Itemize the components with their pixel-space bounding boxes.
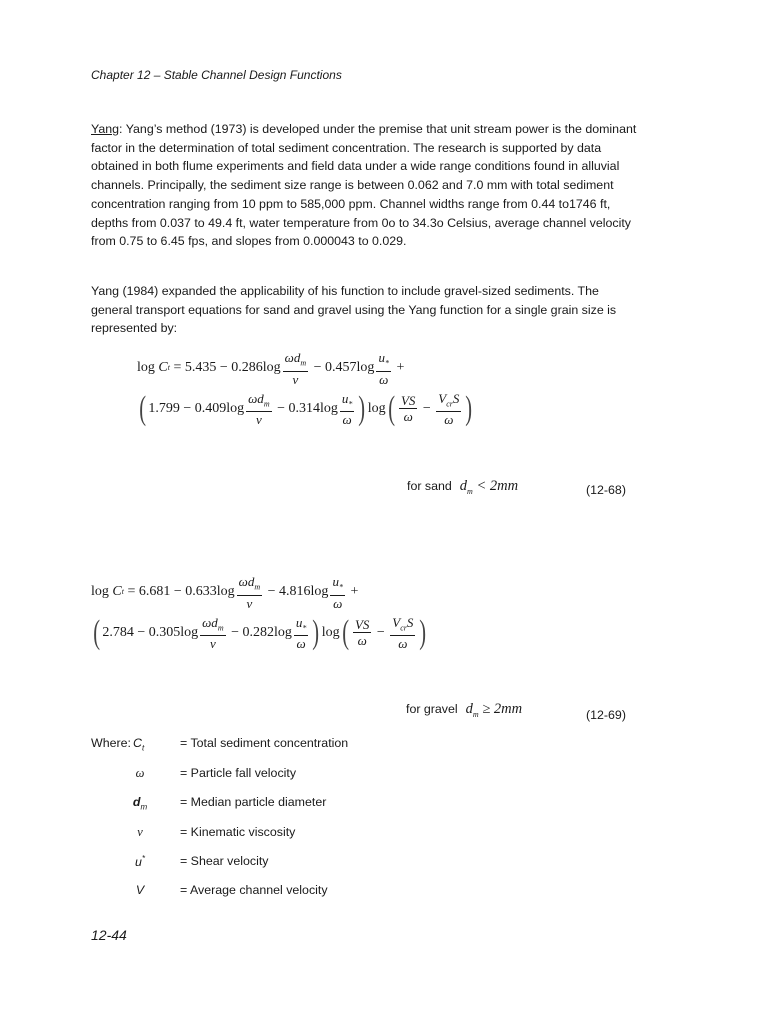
fraction-vcr-s-over-omega <box>436 391 461 428</box>
sand-coef-3: 0.457 <box>325 360 357 376</box>
m-subscript: m <box>254 582 261 592</box>
ct-symbol: C <box>112 584 122 600</box>
log-symbol: log <box>321 624 340 640</box>
star-subscript: * <box>302 623 307 633</box>
m-subscript: m <box>472 709 479 719</box>
omega-symbol: ω <box>342 412 352 428</box>
paragraph-yang-intro <box>91 120 639 251</box>
gravel-coef-1: 6.681 <box>138 584 171 600</box>
s-symbol: S <box>406 614 414 630</box>
vs-symbol: VS <box>400 393 416 409</box>
nu-symbol: ν <box>209 636 216 652</box>
omega-symbol: ω <box>333 595 343 611</box>
log-symbol: log <box>274 624 292 640</box>
sand-coef-2: 0.286 <box>231 360 263 376</box>
yang-intro-text: : Yang’s method (1973) is developed under the premise that unit stream power is the dominant factor in the determination of total sediment concentration. The research is supported by data obtained in both flume experiments and field data under a wide range conditions found in alluvial channels. Principally, the sediment size range is between 0.062 and 7.0 mm with total sediment concentration ranging from 10 ppm to 585,000 ppm. Channel widths range from 0.44 to1746 ft, depths from 0.037 to 49.4 ft, water temperature from 0o to 34.3o Celsius, average channel velocity from 0.75 to 6.45 fps, and slopes from 0.000043 to 0.029. <box>91 122 637 249</box>
definition-ustar: = Shear velocity <box>180 854 269 868</box>
equation-sand-line2: ( 1.799 − 0.409 log $\frac{\omega d_m}{\nu}$ − 0.314 log $\frac{u_*}{\omega}$ ) log ( $\frac{VS}{\omega}$ − $\frac{V_{cr}S}{\omega}$ ) <box>139 389 473 428</box>
sand-coef-6: 0.314 <box>288 400 320 416</box>
sand-condition-value: < 2mm <box>476 478 519 494</box>
fraction-omega-dm-over-nu <box>283 350 308 387</box>
definition-nu: = Kinematic viscosity <box>180 825 296 839</box>
fraction-omega-dm-over-nu <box>237 574 262 611</box>
vs-symbol: VS <box>354 617 370 633</box>
v-symbol: V <box>438 390 447 406</box>
sand-condition <box>407 478 518 496</box>
ct-subscript: t <box>167 363 170 373</box>
paren-open: ( <box>387 389 395 427</box>
log-symbol: log <box>262 360 281 376</box>
gravel-coef-5: 0.305 <box>148 624 181 640</box>
omega-symbol: ω <box>379 371 389 387</box>
fraction-ustar-over-omega <box>330 574 345 611</box>
omega-symbol: ω <box>444 412 454 428</box>
chapter-header: Chapter 12 – Stable Channel Design Functions <box>91 68 342 82</box>
sand-coef-4: 1.799 <box>148 400 180 416</box>
sand-coef-1: 5.435 <box>184 360 217 376</box>
definition-symbol-ct: $C_t$ <box>133 736 145 753</box>
fraction-omega-dm-over-nu <box>200 615 225 652</box>
fraction-omega-dm-over-nu <box>246 391 271 428</box>
fraction-ustar-over-omega <box>376 350 391 387</box>
m-subscript: m <box>263 399 270 409</box>
gravel-condition-value: ≥ 2mm <box>482 701 523 717</box>
definition-symbol-omega: ω <box>135 766 145 780</box>
ustar-symbol: u <box>332 574 339 589</box>
dm-symbol: d <box>459 478 468 494</box>
ustar-symbol: u <box>295 614 303 630</box>
paren-close: ) <box>465 389 473 427</box>
definition-omega: = Particle fall velocity <box>180 766 297 780</box>
equation-gravel <box>91 574 429 651</box>
gravel-coef-3: 4.816 <box>279 584 311 600</box>
definition-symbol-dm: $d_m$ <box>132 795 148 812</box>
omega-dm: ωd <box>284 350 301 365</box>
nu-symbol: ν <box>255 412 262 428</box>
ct-subscript: t <box>121 587 124 597</box>
ct-symbol: C <box>158 360 168 376</box>
ustar-symbol: u <box>341 390 349 406</box>
paren-close: ) <box>312 613 320 651</box>
star-subscript: * <box>348 399 353 409</box>
cr-subscript: cr <box>446 399 453 409</box>
yang-heading: Yang <box>91 122 120 136</box>
gravel-condition-math <box>466 701 522 719</box>
definition-dm: = Median particle diameter <box>180 795 327 809</box>
definition-ct: = Total sediment concentration <box>180 736 349 750</box>
log-symbol: log <box>320 400 338 416</box>
omega-symbol: ω <box>403 409 413 425</box>
v-symbol: V <box>392 614 401 630</box>
m-subscript: m <box>467 486 473 496</box>
sand-condition-label: for sand <box>407 479 452 493</box>
definition-symbol-nu: ν <box>137 825 143 839</box>
nu-symbol: ν <box>246 595 253 611</box>
paragraph-yang-1984: Yang (1984) expanded the applicability of his function to include gravel-sized sediments. The general transport equations for sand and gravel using the Yang function for a single grain size is represented by: <box>91 284 617 336</box>
cr-subscript: cr <box>400 623 407 633</box>
definition-v: = Average channel velocity <box>180 883 328 897</box>
fraction-ustar-over-omega <box>294 615 309 652</box>
log-symbol: log <box>356 360 375 376</box>
sand-condition-math <box>460 478 518 496</box>
log-symbol: log <box>367 400 386 416</box>
star-subscript: * <box>384 358 389 368</box>
star-subscript: * <box>338 582 343 592</box>
gravel-condition-label: for gravel <box>406 702 458 716</box>
fraction-vcr-s-over-omega <box>390 615 415 652</box>
paren-close: ) <box>358 389 366 427</box>
s-symbol: S <box>452 390 460 406</box>
gravel-coef-2: 0.633 <box>185 584 217 600</box>
fraction-vs-over-omega <box>353 617 371 648</box>
dm-symbol: d <box>465 701 473 717</box>
log-symbol: log <box>180 624 199 640</box>
log-symbol: log <box>310 584 329 600</box>
equation-gravel-line2: ( 2.784 − 0.305 log $\frac{\omega d_m}{\nu}$ − 0.282 log $\frac{u_*}{\omega}$ ) log ( $\frac{VS}{\omega}$ − $\frac{V_{cr}S}{\omega}$ ) <box>93 613 427 652</box>
omega-symbol: ω <box>296 636 306 652</box>
log-symbol: log <box>137 360 155 376</box>
equation-sand-line1: log C t = 5.435 − 0.286 log $\frac{\omega d_m}{\nu}$ − 0.457 log $\frac{u_*}{\omega}$ + <box>137 350 405 387</box>
equation-number-12-68: (12-68) <box>586 483 626 497</box>
paren-open: ( <box>139 389 147 427</box>
log-symbol: log <box>226 400 245 416</box>
omega-symbol: ω <box>357 633 367 649</box>
m-subscript: m <box>300 358 307 368</box>
gravel-coef-4: 2.784 <box>102 624 134 640</box>
m-subscript: m <box>217 623 224 633</box>
fraction-vs-over-omega <box>399 393 417 424</box>
log-symbol: log <box>91 584 109 600</box>
fraction-ustar-over-omega <box>340 391 355 428</box>
omega-dm: ωd <box>238 574 255 589</box>
equation-gravel-line1: log C t = 6.681 − 0.633 log $\frac{\omega d_m}{\nu}$ − 4.816 log $\frac{u_*}{\omega}$ + <box>91 574 359 611</box>
nu-symbol: ν <box>292 371 299 387</box>
paren-close: ) <box>419 613 427 651</box>
equation-number-12-69: (12-69) <box>586 708 626 722</box>
page-number: 12-44 <box>91 927 127 943</box>
gravel-coef-6: 0.282 <box>242 624 274 640</box>
equation-sand <box>137 350 475 427</box>
omega-symbol: ω <box>398 636 408 652</box>
paren-open: ( <box>93 613 101 651</box>
definition-symbol-v: V <box>135 883 145 897</box>
definition-symbol-ustar: u* <box>134 854 146 870</box>
omega-dm: ωd <box>202 614 218 630</box>
omega-dm: ωd <box>248 390 264 406</box>
gravel-condition <box>406 701 522 719</box>
paren-open: ( <box>341 613 349 651</box>
log-symbol: log <box>216 584 235 600</box>
sand-coef-5: 0.409 <box>194 400 227 416</box>
ustar-symbol: u <box>378 350 385 365</box>
where-label: Where: <box>91 736 131 750</box>
